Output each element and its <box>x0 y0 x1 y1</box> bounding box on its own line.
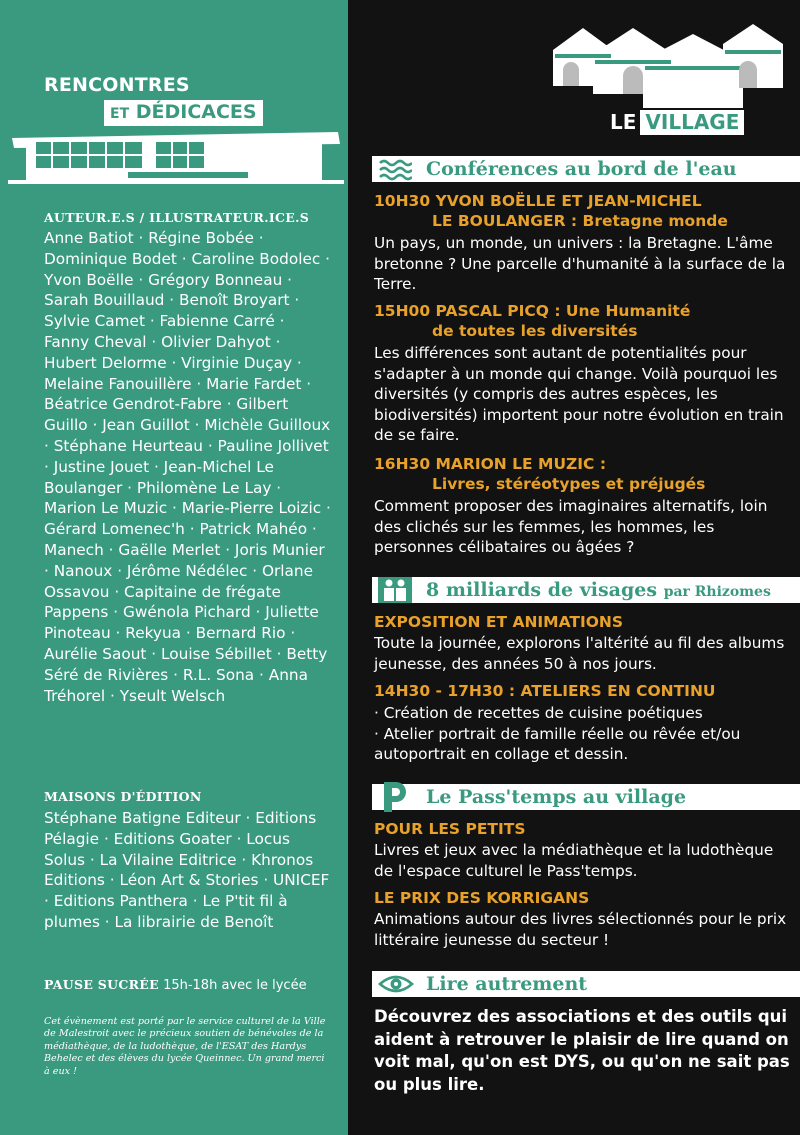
credits-text: Cet évènement est porté par le service culturel de la Ville de Malestroit avec le précieux soutien de bénévoles de la médiathèque, de la ludothèque, de l'ESAT des Hardys Behelec et des élèves du lycée Queinnec. Un grand merci à eux ! <box>44 1016 326 1077</box>
section-band-lire <box>372 971 800 997</box>
event-description: Livres et jeux avec la médiathèque et la ludothèque de l'espace culturel le Pass'temps. <box>374 841 774 880</box>
event-title: POUR LES PETITS <box>374 820 526 838</box>
event-title-line2: Livres, stéréotypes et préjugés <box>432 475 706 493</box>
pause-sucree <box>44 977 344 993</box>
building-illustration <box>8 120 344 186</box>
event-title <box>374 301 690 341</box>
section-title-main: 8 milliards de visages <box>426 579 658 601</box>
lire-autrement-text: Découvrez des associations et des outils qui aident à retrouver le plaisir de lire quand on voit mal, qu'on est DYS, ou qu'on ne sait pas ou plus lire. <box>374 1007 790 1094</box>
people-icon <box>378 577 412 603</box>
editions-block <box>44 789 334 933</box>
event-title <box>374 454 705 494</box>
section-band-passtemps <box>372 784 800 810</box>
section-title-passtemps: Le Pass'temps au village <box>426 786 687 808</box>
workshop-item: · Création de recettes de cuisine poétiques <box>374 704 703 722</box>
event-title: LE PRIX DES KORRIGANS <box>374 889 590 907</box>
authors-label: AUTEUR.E.S / ILLUSTRATEUR.ICE.S <box>44 210 310 225</box>
event-title: EXPOSITION ET ANIMATIONS <box>374 613 624 631</box>
right-column <box>348 0 800 1135</box>
event-description: Un pays, un monde, un univers : la Bretagne. L'âme bretonne ? Une parcelle d'humanité à la surface de la Terre. <box>374 234 786 294</box>
event-description: Toute la journée, explorons l'altérité au fil des albums jeunesse, des années 50 à nos jours. <box>374 634 785 673</box>
village-word: VILLAGE <box>640 110 744 135</box>
editions-label: MAISONS D'ÉDITION <box>44 789 202 804</box>
event-title-line1: 15H00 PASCAL PICQ : Une Humanité <box>374 302 691 320</box>
event-description: Comment proposer des imaginaires alternatifs, loin des clichés sur les femmes, les hommes, les personnes célibataires ou âgées ? <box>374 497 768 557</box>
rencontres-heading: RENCONTRES <box>44 74 190 96</box>
passtemps-logo-icon <box>380 780 410 814</box>
left-column <box>0 0 348 1135</box>
pause-label: PAUSE SUCRÉE <box>44 977 159 992</box>
section-title-conferences: Conférences au bord de l'eau <box>426 158 737 180</box>
event-description: Animations autour des livres sélectionnés pour le prix littéraire jeunesse du secteur ! <box>374 910 787 949</box>
authors-block <box>44 210 334 706</box>
event-title <box>374 191 728 231</box>
dedicaces-word: DÉDICACES <box>135 101 257 123</box>
dedicaces-et: ET <box>110 106 130 122</box>
section-band-visages <box>372 577 800 603</box>
event-description <box>374 703 794 765</box>
workshop-item: · Atelier portrait de famille réelle ou rêvée et/ou autoportrait en collage et dessin. <box>374 724 741 764</box>
le-village-title <box>610 110 744 134</box>
section-title-visages <box>426 577 771 605</box>
section-title-lire: Lire autrement <box>426 973 588 995</box>
authors-list: Anne Batiot · Régine Bobée · Dominique Bodet · Caroline Bodolec · Yvon Boëlle · Grégory Bonneau · Sarah Bouillaud · Benoît Broyart · Sylvie Camet · Fabienne Carré · Fanny Cheval · Olivier Dahyot · Hubert Delorme · Virginie Duçay · Melaine Fanouillère · Marie Fardet · Béatrice Gendrot-Fabre · Gilbert Guillo · Jean Guillot · Michèle Guilloux · Stéphane Heurteau · Pauline Jollivet · Justine Jouet · Jean-Michel Le Boulanger · Philomène Le Lay · Marion Le Muzic · Marie-Pierre Loizic · Gérard Lomenec'h · Patrick Mahéo · Manech · Gaëlle Merlet · Joris Munier · Nanoux · Jérôme Nédélec · Orlane Ossavou · Capitaine de frégate Pappens · Gwénola Pichard · Juliette Pinoteau · Rekyua · Bernard Rio · Aurélie Saout · Louise Sébillet · Betty Séré de Rivières · R.L. Sona · Anna Tréhorel · Yseult Welsch <box>44 229 331 705</box>
pause-text: 15h-18h avec le lycée <box>163 978 307 993</box>
event-title-line1: 10H30 YVON BOËLLE ET JEAN-MICHEL <box>374 192 702 210</box>
section-band-conferences <box>372 156 800 182</box>
tents-illustration <box>553 20 789 112</box>
section-title-small: par Rhizomes <box>663 584 771 600</box>
event-title-line2: de toutes les diversités <box>432 322 638 340</box>
event-title: 14H30 - 17H30 : ATELIERS EN CONTINU <box>374 682 716 700</box>
event-title-line1: 16H30 MARION LE MUZIC : <box>374 455 607 473</box>
eye-icon <box>378 972 414 996</box>
editions-list: Stéphane Batigne Editeur · Editions Pélagie · Editions Goater · Locus Solus · La Vilaine Editrice · Khronos Editions · Léon Art & Stories · UNICEF · Editions Panthera · Le P'tit fil à plumes · La librairie de Benoît <box>44 809 330 931</box>
event-title-line2: LE BOULANGER : Bretagne monde <box>432 212 728 230</box>
waves-icon <box>378 157 412 181</box>
event-description: Les différences sont autant de potentialités pour s'adapter à un monde qui change. Voilà pourquoi les diversités (y compris des autres espèces, les biodiversités) importent pour notre évolution en train de se faire. <box>374 344 784 445</box>
le-word: LE <box>610 110 637 134</box>
